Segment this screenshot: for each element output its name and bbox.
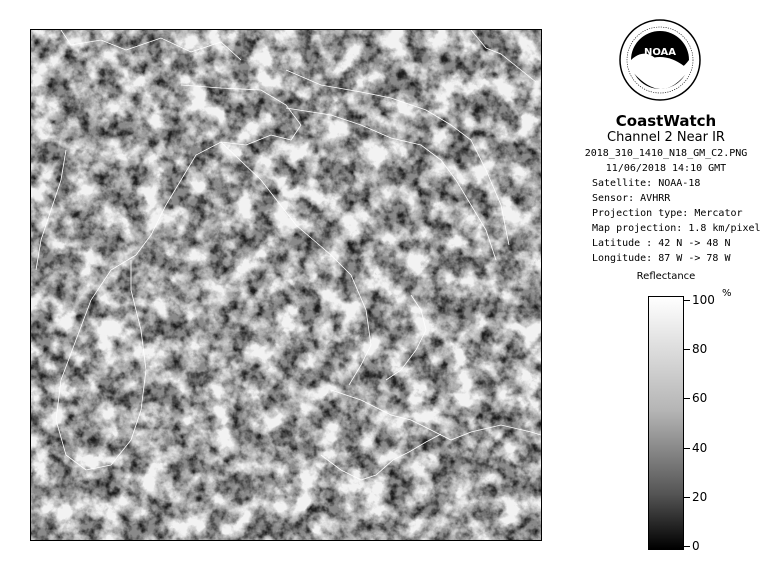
- latitude-text: Latitude : 42 N -> 48 N: [592, 238, 731, 249]
- filename-text: 2018_310_1410_N18_GM_C2.PNG: [584, 148, 748, 159]
- reflectance-colorbar: [648, 296, 684, 550]
- colorbar-tick-label: 40: [692, 440, 708, 455]
- satellite-image-svg: [31, 30, 541, 540]
- colorbar-tick: [684, 497, 690, 498]
- noaa-logo: [618, 18, 702, 102]
- colorbar-title: Reflectance: [636, 271, 696, 282]
- colorbar-tick-label: 80: [692, 342, 708, 357]
- projection-type-text: Projection type: Mercator: [592, 208, 743, 219]
- colorbar-tick-label: 60: [692, 391, 708, 406]
- satellite-image: [30, 29, 542, 541]
- colorbar-tick: [684, 300, 690, 301]
- colorbar-tick: [684, 448, 690, 449]
- sensor-text: Sensor: AVHRR: [592, 193, 671, 204]
- colorbar-tick-label: 100: [692, 293, 715, 307]
- longitude-text: Longitude: 87 W -> 78 W: [592, 253, 731, 264]
- satellite-text: Satellite: NOAA-18: [592, 178, 701, 189]
- colorbar-tick-label: 20: [692, 489, 708, 504]
- image-info-panel: [566, 112, 766, 266]
- colorbar-unit: %: [722, 288, 732, 299]
- datetime-text: 11/06/2018 14:10 GMT: [605, 163, 727, 174]
- noaa-logo-text: NOAA: [643, 47, 677, 58]
- colorbar-tick: [684, 349, 690, 350]
- map-projection-text: Map projection: 1.8 km/pixel: [592, 223, 761, 234]
- colorbar-tick: [684, 546, 690, 547]
- brand-title: CoastWatch: [615, 112, 717, 130]
- colorbar-ticks: [684, 293, 744, 553]
- colorbar-tick: [684, 398, 690, 399]
- colorbar-tick-label: 0: [692, 539, 700, 553]
- channel-subtitle: Channel 2 Near IR: [607, 130, 725, 145]
- noaa-logo-icon: [618, 18, 702, 102]
